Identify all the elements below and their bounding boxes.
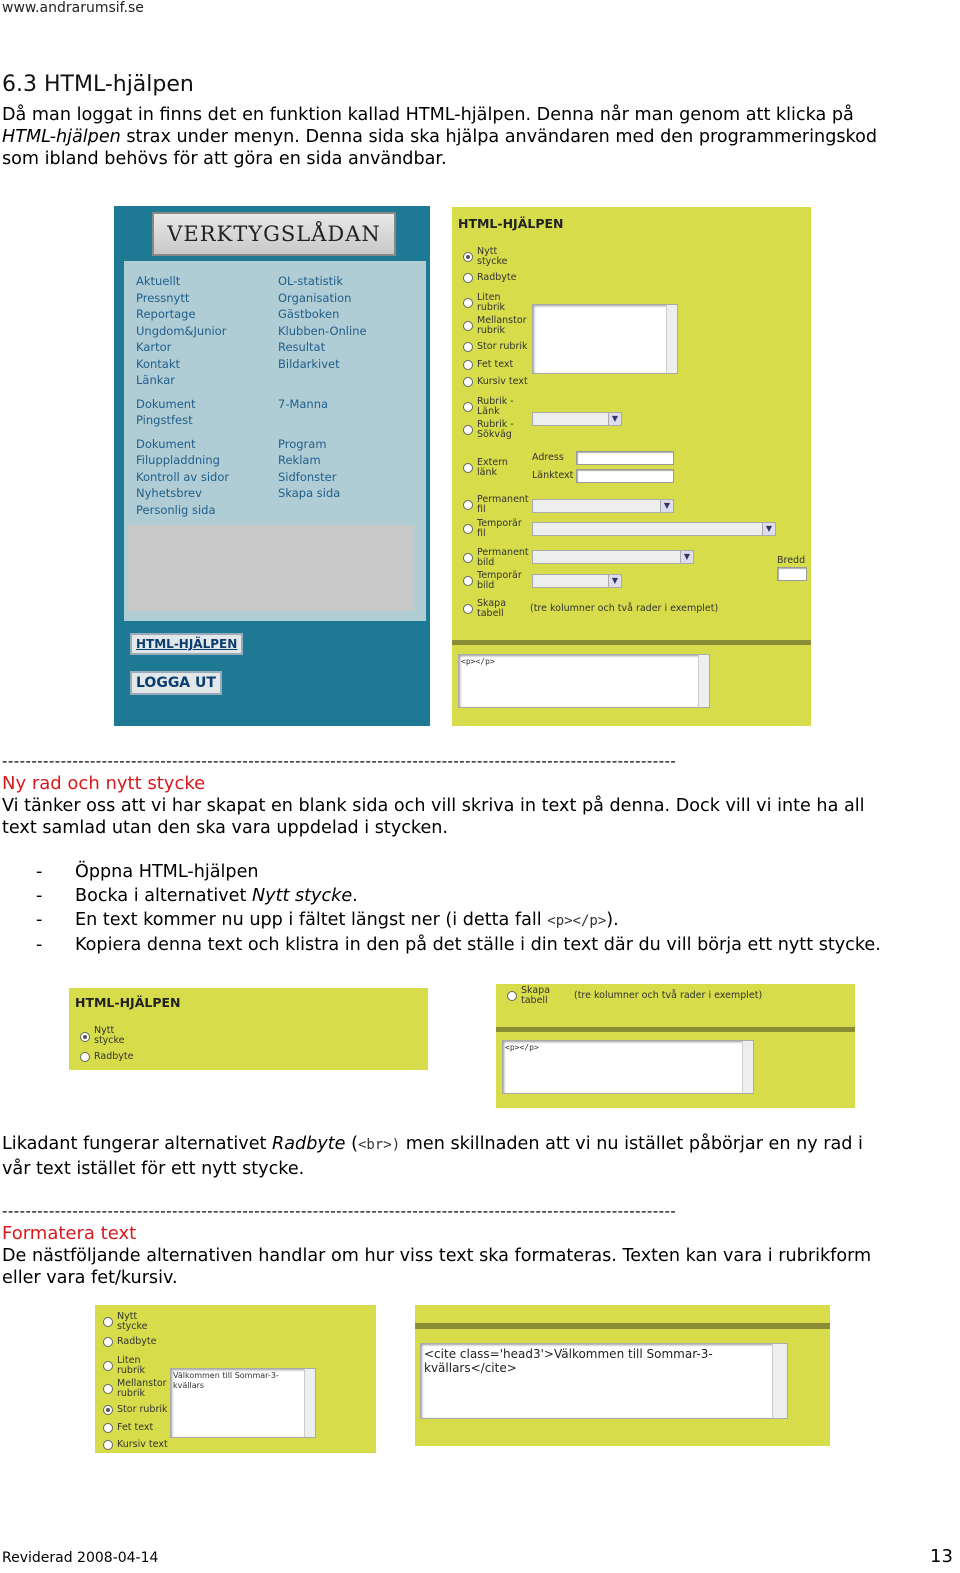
intro-line-1: Då man loggat in finns det en funktion kallad HTML-hjälpen. Denna når man genom att klicka på	[2, 105, 854, 125]
scrollbar[interactable]	[698, 655, 709, 707]
menu-item[interactable]: Reportage	[136, 307, 196, 321]
label-temporar-bild: Temporär bild	[477, 570, 522, 591]
permanent-fil-select[interactable]	[532, 499, 674, 513]
menu-item[interactable]: Dokument	[136, 436, 196, 451]
label-permanent-bild: Permanent bild	[477, 547, 529, 568]
chevron-down-icon: ▼	[608, 575, 621, 587]
menu-item[interactable]: Resultat	[278, 340, 326, 354]
html-help-button[interactable]: HTML-HJÄLPEN	[130, 633, 243, 655]
formatera-line-2: eller vara fet/kursiv.	[2, 1268, 178, 1288]
revision-date: Reviderad 2008-04-14	[2, 1550, 159, 1566]
html-help-crop-screenshot	[69, 988, 428, 1070]
format-code-screenshot	[415, 1305, 830, 1446]
radio-radbyte[interactable]	[80, 1052, 90, 1062]
radio-extern-lank[interactable]	[463, 463, 473, 473]
format-options-screenshot	[95, 1305, 376, 1453]
menu-item[interactable]: Klubben-Online	[278, 323, 367, 338]
menu-item[interactable]: Skapa sida	[278, 486, 341, 500]
link-select[interactable]	[532, 412, 622, 426]
menu-item[interactable]: Pressnytt	[136, 290, 190, 305]
temporar-bild-select[interactable]	[532, 574, 622, 588]
radio-radbyte[interactable]	[103, 1337, 113, 1347]
menu-item[interactable]: Bildarkivet	[278, 356, 340, 371]
intro-line-2-rest: strax under menyn. Denna sida ska hjälpa användaren med den programmeringskod	[120, 127, 878, 147]
label-radbyte: Radbyte	[94, 1051, 134, 1062]
radbyte-paragraph	[2, 1132, 942, 1181]
html-help-title: HTML-HJÄLPEN	[458, 216, 564, 231]
radio-temporar-bild[interactable]	[463, 576, 473, 586]
label-adress: Adress	[532, 452, 564, 463]
tabell-note: (tre kolumner och två rader i exemplet)	[530, 603, 719, 614]
adress-input[interactable]	[576, 451, 674, 465]
label-skapa-tabell: Skapa tabell	[477, 598, 507, 619]
step-list	[36, 860, 881, 957]
page-number: 13	[930, 1546, 953, 1567]
menu-item[interactable]: Gästboken	[278, 307, 340, 321]
menu-item[interactable]: Organisation	[278, 290, 352, 305]
scrollbar[interactable]	[304, 1369, 315, 1437]
menu-item[interactable]: Länkar	[136, 373, 175, 387]
chevron-down-icon: ▼	[608, 413, 621, 425]
separator: -------------------------------------------------------------------------------------------------------------------	[2, 752, 677, 770]
label-stor-rubrik: Stor rubrik	[477, 341, 528, 352]
radio-stor-rubrik[interactable]	[103, 1405, 113, 1415]
radio-kursiv-text[interactable]	[103, 1440, 113, 1450]
label-nytt-stycke: Nytt stycke	[477, 246, 508, 267]
divider	[496, 1027, 855, 1032]
list-item: - Kopiera denna text och klistra in den på det ställe i din text där du vill börja ett nytt stycke.	[36, 935, 881, 955]
radbyte-line-1: Likadant fungerar alternativet Radbyte (<br>) men skillnaden att vi nu istället påbörjar en ny rad i	[2, 1134, 863, 1154]
menu-empty-area	[128, 525, 414, 611]
menu-item[interactable]: 7-Manna	[278, 396, 329, 411]
section2-paragraph	[2, 795, 942, 839]
menu-item[interactable]: Sidfonster	[278, 469, 337, 484]
radio-permanent-bild[interactable]	[463, 553, 473, 563]
menu-item[interactable]: Personlig sida	[136, 502, 216, 517]
section-title: 6.3 HTML-hjälpen	[2, 72, 194, 97]
heading-textarea[interactable]	[170, 1368, 316, 1438]
radio-fet-text[interactable]	[463, 360, 473, 370]
menu-item[interactable]: Ungdom&Junior	[136, 323, 227, 338]
menu-item[interactable]: OL-statistik	[278, 274, 344, 288]
radio-stor-rubrik[interactable]	[463, 342, 473, 352]
toolbox-screenshot	[114, 206, 430, 726]
html-help-title: HTML-HJÄLPEN	[75, 995, 181, 1010]
label-skapa-tabell: Skapa tabell	[521, 985, 551, 1006]
radio-nytt-stycke[interactable]	[463, 252, 473, 262]
subsection-title: Ny rad och nytt stycke	[2, 773, 206, 794]
label-temporar-fil: Temporär fil	[477, 518, 522, 539]
scrollbar[interactable]	[666, 305, 677, 373]
menu-item[interactable]: Reklam	[278, 453, 321, 467]
menu-item[interactable]: Filuppladdning	[136, 453, 220, 467]
code-output: <p></p>	[505, 1043, 539, 1052]
label-extern-lank: Extern länk	[477, 457, 508, 478]
intro-emphasis: HTML-hjälpen	[2, 127, 121, 147]
radio-mellanstor-rubrik[interactable]	[103, 1384, 113, 1394]
tabell-note: (tre kolumner och två rader i exemplet)	[574, 990, 763, 1001]
scrollbar[interactable]	[772, 1344, 787, 1418]
menu-item[interactable]: Dokument	[136, 396, 196, 411]
formatera-line-1: De nästföljande alternativen handlar om hur viss text ska formateras. Texten kan vara i rubrikform	[2, 1246, 872, 1266]
site-url: www.andrarumsif.se	[2, 0, 144, 16]
code-output: <cite class='head3'>Välkommen till Sommar-3-kvällars</cite>	[424, 1347, 713, 1375]
radio-fet-text[interactable]	[103, 1423, 113, 1433]
label-rubrik-lank: Rubrik - Länk	[477, 396, 514, 417]
radbyte-line-2: vår text istället för ett nytt stycke.	[2, 1159, 305, 1179]
scrollbar[interactable]	[742, 1041, 753, 1093]
label-lanktext: Länktext	[532, 470, 574, 481]
code-output-textarea[interactable]	[420, 1343, 788, 1419]
label-bredd: Bredd	[777, 555, 806, 566]
menu-col-1	[136, 273, 229, 518]
logout-button[interactable]: LOGGA UT	[130, 671, 222, 695]
intro-line-3: som ibland behövs för att göra en sida användbar.	[2, 149, 447, 169]
chevron-down-icon: ▼	[680, 551, 693, 563]
label-kursiv-text: Kursiv text	[477, 376, 528, 387]
toolbox-title: VERKTYGSLÅDAN	[152, 212, 396, 256]
radio-liten-rubrik[interactable]	[103, 1361, 113, 1371]
radio-permanent-fil[interactable]	[463, 500, 473, 510]
menu-item[interactable]: Nyhetsbrev	[136, 486, 202, 500]
intro-paragraph	[2, 104, 942, 170]
list-item: - Öppna HTML-hjälpen	[36, 862, 259, 882]
list-item: - En text kommer nu upp i fältet längst ner (i detta fall <p></p>).	[36, 910, 619, 930]
label-fet-text: Fet text	[117, 1422, 154, 1433]
radio-nytt-stycke[interactable]	[103, 1317, 113, 1327]
chevron-down-icon: ▼	[762, 523, 775, 535]
code-output-textarea[interactable]	[502, 1040, 754, 1094]
radio-rubrik-sokvag[interactable]	[463, 425, 473, 435]
menu-item[interactable]: Program	[278, 436, 327, 451]
menu-item[interactable]: Kontroll av sidor	[136, 469, 230, 484]
label-liten-rubrik: Liten rubrik	[477, 292, 506, 313]
radio-nytt-stycke[interactable]	[80, 1032, 90, 1042]
divider	[452, 640, 811, 645]
table-code-crop-screenshot	[496, 984, 855, 1108]
formatera-paragraph	[2, 1245, 942, 1289]
radio-temporar-fil[interactable]	[463, 524, 473, 534]
chevron-down-icon: ▼	[660, 500, 673, 512]
label-liten-rubrik: Liten rubrik	[117, 1355, 146, 1376]
heading-textarea[interactable]	[532, 304, 678, 374]
heading-textarea-text: Välkommen till Sommar-3-kvällars	[173, 1371, 279, 1390]
radio-skapa-tabell[interactable]	[507, 991, 517, 1001]
menu-item[interactable]: Aktuellt	[136, 274, 181, 288]
radio-kursiv-text[interactable]	[463, 377, 473, 387]
label-fet-text: Fet text	[477, 359, 514, 370]
label-rubrik-sokvag: Rubrik - Sökväg	[477, 419, 514, 440]
menu-item[interactable]: Kontakt	[136, 356, 181, 371]
radio-skapa-tabell[interactable]	[463, 604, 473, 614]
section2-line-2: text samlad utan den ska vara uppdelad i stycken.	[2, 818, 449, 838]
label-mellanstor-rubrik: Mellanstor rubrik	[117, 1378, 167, 1399]
label-nytt-stycke: Nytt stycke	[117, 1311, 148, 1332]
label-radbyte: Radbyte	[477, 272, 517, 283]
label-nytt-stycke: Nytt stycke	[94, 1025, 125, 1046]
intro-line-2	[2, 126, 942, 148]
radio-radbyte[interactable]	[463, 273, 473, 283]
list-item: - Bocka i alternativet Nytt stycke.	[36, 886, 358, 906]
toolbox-menu	[124, 261, 426, 621]
divider	[415, 1323, 830, 1329]
bredd-input[interactable]	[777, 567, 807, 581]
code-output: <p></p>	[461, 657, 495, 666]
separator: -------------------------------------------------------------------------------------------------------------------	[2, 1202, 677, 1220]
menu-item[interactable]: Kartor	[136, 340, 172, 354]
label-stor-rubrik: Stor rubrik	[117, 1404, 168, 1415]
permanent-bild-select[interactable]	[532, 550, 694, 564]
section2-line-1: Vi tänker oss att vi har skapat en blank sida och vill skriva in text på denna. Dock vill vi inte ha all	[2, 796, 865, 816]
radio-mellanstor-rubrik[interactable]	[463, 321, 473, 331]
code-output-textarea[interactable]	[458, 654, 710, 708]
lanktext-input[interactable]	[576, 469, 674, 483]
subsection-title: Formatera text	[2, 1223, 137, 1244]
radio-rubrik-lank[interactable]	[463, 402, 473, 412]
label-mellanstor-rubrik: Mellanstor rubrik	[477, 315, 527, 336]
radio-liten-rubrik[interactable]	[463, 298, 473, 308]
menu-col-2	[278, 273, 367, 502]
html-help-screenshot	[452, 207, 811, 726]
menu-item[interactable]: Pingstfest	[136, 413, 193, 427]
label-radbyte: Radbyte	[117, 1336, 157, 1347]
temporar-fil-select[interactable]	[532, 522, 776, 536]
label-permanent-fil: Permanent fil	[477, 494, 529, 515]
label-kursiv-text: Kursiv text	[117, 1439, 168, 1450]
